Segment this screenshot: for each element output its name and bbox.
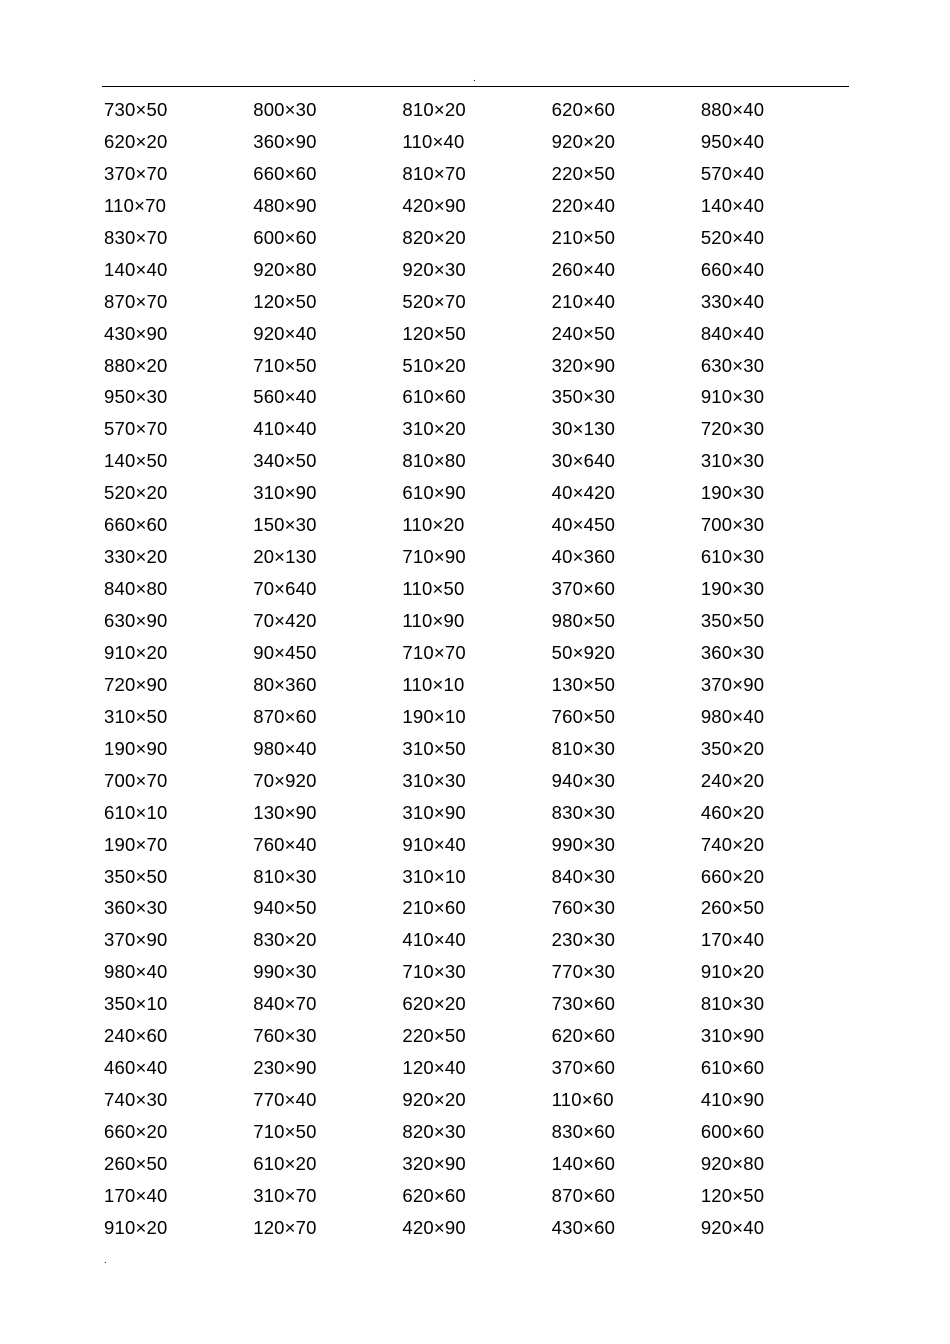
problem-row [104, 988, 850, 1020]
multiplication-problem: 410×40 [402, 929, 466, 951]
problem-row [104, 509, 850, 541]
multiplication-problem: 950×40 [700, 130, 765, 152]
multiplication-problem: 120×50 [253, 290, 317, 312]
multiplication-problem: 880×40 [700, 99, 765, 120]
multiplication-problem: 210×60 [402, 897, 466, 919]
multiplication-problem: 660×60 [104, 514, 168, 536]
multiplication-problem: 350×50 [700, 610, 765, 631]
multiplication-problem: 610×30 [700, 546, 765, 568]
multiplication-problem: 830×30 [551, 801, 616, 823]
multiplication-problem: 220×40 [551, 194, 616, 216]
multiplication-problem: 110×50 [402, 578, 465, 600]
multiplication-problem: 310×50 [402, 737, 466, 759]
multiplication-problem: 240×50 [551, 322, 616, 344]
multiplication-problem: 70×640 [253, 578, 317, 600]
problem-row [104, 829, 850, 861]
multiplication-problem: 620×60 [402, 1184, 466, 1206]
multiplication-problem: 370×90 [700, 673, 765, 695]
multiplication-problem: 350×50 [104, 865, 168, 887]
multiplication-problem: 660×60 [253, 162, 317, 184]
multiplication-problem: 410×40 [253, 418, 317, 440]
multiplication-problem: 920×40 [253, 322, 317, 344]
multiplication-problem: 730×50 [104, 99, 168, 120]
multiplication-problem: 620×60 [551, 1025, 616, 1047]
footer-mark: . [104, 1255, 107, 1266]
multiplication-problem: 610×60 [700, 1057, 765, 1079]
problem-row [104, 637, 850, 669]
multiplication-problem: 220×50 [551, 162, 616, 184]
problem-row [104, 797, 850, 829]
multiplication-problem: 660×20 [104, 1121, 168, 1142]
multiplication-problem: 140×40 [700, 194, 765, 216]
multiplication-problem: 330×40 [700, 290, 765, 312]
multiplication-problem: 520×20 [104, 482, 168, 504]
problem-row [104, 605, 850, 637]
multiplication-problem-grid [104, 94, 850, 1244]
multiplication-problem: 840×40 [700, 322, 765, 344]
multiplication-problem: 760×30 [551, 897, 616, 919]
multiplication-problem: 840×80 [104, 578, 168, 600]
multiplication-problem: 800×30 [253, 99, 317, 120]
multiplication-problem: 140×40 [104, 258, 168, 280]
problem-row [104, 1084, 850, 1116]
problem-row [104, 413, 850, 445]
multiplication-problem: 700×30 [700, 514, 765, 536]
multiplication-problem: 110×40 [402, 130, 465, 152]
multiplication-problem: 760×50 [551, 705, 616, 727]
multiplication-problem: 170×40 [700, 929, 765, 951]
multiplication-problem: 30×640 [551, 450, 616, 472]
multiplication-problem: 360×30 [700, 641, 765, 663]
multiplication-problem: 50×920 [551, 641, 616, 663]
multiplication-problem: 940×30 [551, 769, 616, 791]
multiplication-problem: 310×10 [402, 865, 466, 887]
multiplication-problem: 190×10 [402, 705, 466, 727]
problem-row [104, 573, 850, 605]
multiplication-problem: 810×30 [700, 993, 765, 1015]
problem-row [104, 222, 850, 254]
multiplication-problem: 920×80 [700, 1152, 765, 1174]
multiplication-problem: 350×20 [700, 737, 765, 759]
multiplication-problem: 120×70 [253, 1216, 317, 1238]
multiplication-problem: 70×420 [253, 610, 317, 631]
problem-row [104, 190, 850, 222]
multiplication-problem: 810×30 [551, 737, 616, 759]
multiplication-problem: 110×90 [402, 610, 465, 631]
problem-row [104, 1148, 850, 1180]
multiplication-problem: 980×50 [551, 610, 616, 631]
multiplication-problem: 40×360 [551, 546, 616, 568]
multiplication-problem: 730×60 [551, 993, 616, 1015]
multiplication-problem: 510×20 [402, 354, 466, 376]
multiplication-problem: 740×30 [104, 1089, 168, 1111]
problem-row [104, 318, 850, 350]
problem-row [104, 94, 850, 126]
multiplication-problem: 620×20 [402, 993, 466, 1015]
multiplication-problem: 910×40 [402, 833, 466, 855]
multiplication-problem: 40×450 [551, 514, 616, 536]
problem-row [104, 701, 850, 733]
problem-row [104, 286, 850, 318]
multiplication-problem: 710×50 [253, 354, 317, 376]
multiplication-problem: 840×30 [551, 865, 616, 887]
multiplication-problem: 480×90 [253, 194, 317, 216]
multiplication-problem: 720×90 [104, 673, 168, 695]
multiplication-problem: 610×20 [253, 1152, 317, 1174]
multiplication-problem: 520×70 [402, 290, 466, 312]
multiplication-problem: 710×30 [402, 961, 466, 983]
multiplication-problem: 260×50 [104, 1152, 168, 1174]
problem-row [104, 477, 850, 509]
multiplication-problem: 990×30 [253, 961, 317, 983]
multiplication-problem: 210×40 [551, 290, 616, 312]
multiplication-problem: 240×60 [104, 1025, 168, 1047]
multiplication-problem: 910×20 [104, 1216, 168, 1238]
multiplication-problem: 420×90 [402, 1216, 466, 1238]
problem-row [104, 892, 850, 924]
problem-row [104, 1212, 850, 1244]
multiplication-problem: 600×60 [253, 226, 317, 248]
multiplication-problem: 710×90 [402, 546, 466, 568]
multiplication-problem: 110×60 [551, 1089, 614, 1111]
problem-row [104, 733, 850, 765]
multiplication-problem: 460×20 [700, 801, 765, 823]
problem-row [104, 861, 850, 893]
multiplication-problem: 560×40 [253, 386, 317, 408]
multiplication-problem: 980×40 [104, 961, 168, 983]
multiplication-problem: 190×30 [700, 482, 765, 504]
multiplication-problem: 110×70 [104, 194, 167, 216]
multiplication-problem: 600×60 [700, 1121, 765, 1142]
multiplication-problem: 770×40 [253, 1089, 317, 1111]
multiplication-problem: 90×450 [253, 641, 317, 663]
multiplication-problem: 740×20 [700, 833, 765, 855]
multiplication-problem: 720×30 [700, 418, 765, 440]
multiplication-problem: 320×90 [402, 1152, 466, 1174]
problem-row [104, 765, 850, 797]
multiplication-problem: 410×90 [700, 1089, 765, 1111]
multiplication-problem: 130×90 [253, 801, 317, 823]
multiplication-problem: 370×60 [551, 1057, 616, 1079]
multiplication-problem: 770×30 [551, 961, 616, 983]
multiplication-problem: 370×90 [104, 929, 168, 951]
multiplication-problem: 260×50 [700, 897, 765, 919]
multiplication-problem: 360×30 [104, 897, 168, 919]
multiplication-problem: 870×70 [104, 290, 168, 312]
problem-row [104, 254, 850, 286]
multiplication-problem: 710×70 [402, 641, 466, 663]
multiplication-problem: 220×50 [402, 1025, 466, 1047]
multiplication-problem: 760×30 [253, 1025, 317, 1047]
multiplication-problem: 870×60 [253, 705, 317, 727]
multiplication-problem: 310×30 [700, 450, 765, 472]
multiplication-problem: 310×50 [104, 705, 168, 727]
problem-row [104, 541, 850, 573]
multiplication-problem: 610×10 [104, 801, 168, 823]
multiplication-problem: 120×50 [402, 322, 466, 344]
multiplication-problem: 920×20 [551, 130, 616, 152]
problem-row [104, 1116, 850, 1148]
multiplication-problem: 910×30 [700, 386, 765, 408]
problem-row [104, 445, 850, 477]
multiplication-problem: 140×60 [551, 1152, 616, 1174]
multiplication-problem: 810×70 [402, 162, 466, 184]
multiplication-problem: 210×50 [551, 226, 616, 248]
multiplication-problem: 110×10 [402, 673, 465, 695]
multiplication-problem: 20×130 [253, 546, 317, 568]
multiplication-problem: 980×40 [700, 705, 765, 727]
multiplication-problem: 420×90 [402, 194, 466, 216]
multiplication-problem: 190×30 [700, 578, 765, 600]
multiplication-problem: 130×50 [551, 673, 616, 695]
problem-row [104, 381, 850, 413]
multiplication-problem: 660×20 [700, 865, 765, 887]
multiplication-problem: 120×50 [700, 1184, 765, 1206]
multiplication-problem: 40×420 [551, 482, 616, 504]
multiplication-problem: 310×90 [253, 482, 317, 504]
multiplication-problem: 820×20 [402, 226, 466, 248]
multiplication-problem: 710×50 [253, 1121, 317, 1142]
multiplication-problem: 570×70 [104, 418, 168, 440]
problem-row [104, 924, 850, 956]
multiplication-problem: 810×30 [253, 865, 317, 887]
multiplication-problem: 360×90 [253, 130, 317, 152]
multiplication-problem: 190×90 [104, 737, 168, 759]
header-mark: . [473, 73, 476, 84]
multiplication-problem: 630×90 [104, 610, 168, 631]
multiplication-problem: 630×30 [700, 354, 765, 376]
multiplication-problem: 940×50 [253, 897, 317, 919]
multiplication-problem: 310×90 [402, 801, 466, 823]
multiplication-problem: 350×30 [551, 386, 616, 408]
multiplication-problem: 920×80 [253, 258, 317, 280]
multiplication-problem: 810×80 [402, 450, 466, 472]
multiplication-problem: 80×360 [253, 673, 317, 695]
multiplication-problem: 520×40 [700, 226, 765, 248]
multiplication-problem: 980×40 [253, 737, 317, 759]
multiplication-problem: 70×920 [253, 769, 317, 791]
multiplication-problem: 460×40 [104, 1057, 168, 1079]
problem-row [104, 350, 850, 382]
multiplication-problem: 570×40 [700, 162, 765, 184]
header-rule [102, 86, 849, 87]
multiplication-problem: 150×30 [253, 514, 317, 536]
multiplication-problem: 910×20 [700, 961, 765, 983]
multiplication-problem: 30×130 [551, 418, 616, 440]
multiplication-problem: 870×60 [551, 1184, 616, 1206]
multiplication-problem: 110×20 [402, 514, 465, 536]
multiplication-problem: 700×70 [104, 769, 168, 791]
problem-row [104, 158, 850, 190]
multiplication-problem: 350×10 [104, 993, 168, 1015]
multiplication-problem: 990×30 [551, 833, 616, 855]
multiplication-problem: 140×50 [104, 450, 168, 472]
multiplication-problem: 820×30 [402, 1121, 466, 1142]
multiplication-problem: 760×40 [253, 833, 317, 855]
multiplication-problem: 660×40 [700, 258, 765, 280]
multiplication-problem: 310×90 [700, 1025, 765, 1047]
multiplication-problem: 340×50 [253, 450, 317, 472]
multiplication-problem: 230×90 [253, 1057, 317, 1079]
multiplication-problem: 120×40 [402, 1057, 466, 1079]
multiplication-problem: 920×20 [402, 1089, 466, 1111]
multiplication-problem: 880×20 [104, 354, 168, 376]
multiplication-problem: 320×90 [551, 354, 616, 376]
multiplication-problem: 190×70 [104, 833, 168, 855]
multiplication-problem: 610×90 [402, 482, 466, 504]
multiplication-problem: 620×60 [551, 99, 616, 120]
problem-row [104, 956, 850, 988]
multiplication-problem: 830×20 [253, 929, 317, 951]
problem-row [104, 1180, 850, 1212]
multiplication-problem: 370×60 [551, 578, 616, 600]
problem-row [104, 1020, 850, 1052]
multiplication-problem: 910×20 [104, 641, 168, 663]
multiplication-problem: 230×30 [551, 929, 616, 951]
multiplication-problem: 610×60 [402, 386, 466, 408]
multiplication-problem: 950×30 [104, 386, 168, 408]
multiplication-problem: 920×40 [700, 1216, 765, 1238]
multiplication-problem: 310×70 [253, 1184, 317, 1206]
problem-row [104, 126, 850, 158]
multiplication-problem: 310×20 [402, 418, 466, 440]
multiplication-problem: 810×20 [402, 99, 466, 120]
multiplication-problem: 330×20 [104, 546, 168, 568]
multiplication-problem: 830×60 [551, 1121, 616, 1142]
multiplication-problem: 170×40 [104, 1184, 168, 1206]
multiplication-problem: 430×90 [104, 322, 168, 344]
multiplication-problem: 920×30 [402, 258, 466, 280]
multiplication-problem: 310×30 [402, 769, 466, 791]
problem-row [104, 669, 850, 701]
multiplication-problem: 840×70 [253, 993, 317, 1015]
problem-row [104, 1052, 850, 1084]
multiplication-problem: 260×40 [551, 258, 616, 280]
multiplication-problem: 620×20 [104, 130, 168, 152]
multiplication-problem: 430×60 [551, 1216, 616, 1238]
multiplication-problem: 370×70 [104, 162, 168, 184]
multiplication-problem: 240×20 [700, 769, 765, 791]
multiplication-problem: 830×70 [104, 226, 168, 248]
